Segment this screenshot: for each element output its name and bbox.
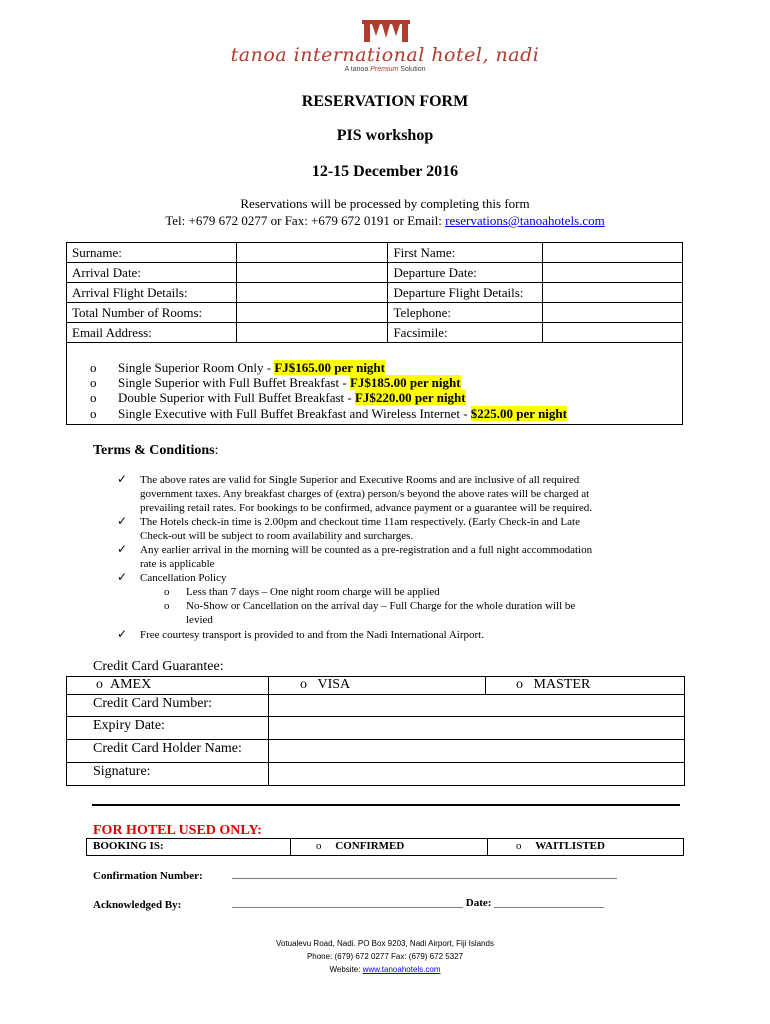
acknowledged-by-label: Acknowledged By:	[93, 899, 182, 911]
form-title: RESERVATION FORM	[301, 93, 469, 110]
card-number-label: Credit Card Number:	[93, 696, 212, 711]
confirmed-option[interactable]: o CONFIRMED	[316, 840, 405, 852]
credit-card-heading: Credit Card Guarantee:	[93, 659, 224, 674]
terms-line: prevailing retail rates. For bookings to be confirmed, advance payment or a guarantee will be required.	[140, 502, 593, 514]
field-label: Arrival Date:	[67, 263, 237, 283]
event-dates: 12-15 December 2016	[311, 163, 459, 180]
checkmark-icon: ✓	[117, 514, 128, 528]
terms-line: Less than 7 days – One night room charge will be applied	[186, 586, 440, 598]
expiry-field[interactable]	[269, 717, 684, 738]
footer-address: Votualevu Road, Nadi. PO Box 9203, Nadi Airport, Fiji Islands	[276, 939, 494, 948]
contact-line: Tel: +679 672 0277 or Fax: +679 672 0191 or Email: reservations@tanoahotels.com	[165, 213, 605, 228]
checkmark-icon: ✓	[117, 627, 128, 641]
field-label: Departure Flight Details:	[388, 283, 543, 303]
room-option-single-superior-breakfast[interactable]: o Single Superior with Full Buffet Breakfast - FJ$185.00 per night	[90, 375, 461, 390]
room-option-single-superior[interactable]: o Single Superior Room Only - FJ$165.00 per night	[90, 360, 385, 375]
field-label: Surname:	[67, 243, 237, 263]
terms-line: The Hotels check-in time is 2.00pm and checkout time 11am respectively. (Early Check-in and Late	[140, 516, 580, 528]
terms-line: levied	[186, 614, 213, 626]
hotel-logo-name: tanoa international hotel, nadi	[230, 44, 540, 66]
instruction-text: Reservations will be processed by completing this form	[240, 196, 530, 211]
terms-line: government taxes. Any breakfast charges of (extra) person/s beyond the above rates will be charged at	[140, 488, 590, 500]
amex-option[interactable]: o AMEX	[96, 677, 152, 692]
email-address-field[interactable]	[236, 323, 388, 343]
field-label: Facsimile:	[388, 323, 543, 343]
departure-date-field[interactable]	[543, 263, 683, 283]
hotel-logo-tagline: A tanoa Premium Solution	[344, 66, 426, 73]
section-divider	[92, 804, 680, 806]
arrival-date-field[interactable]	[236, 263, 388, 283]
email-link[interactable]: reservations@tanoahotels.com	[445, 213, 605, 228]
event-name: PIS workshop	[336, 127, 434, 144]
expiry-label: Expiry Date:	[93, 718, 165, 733]
table-row	[67, 263, 683, 283]
room-price: FJ$185.00 per night	[349, 375, 461, 390]
facsimile-field[interactable]	[543, 323, 683, 343]
field-label: Email Address:	[67, 323, 237, 343]
confirmation-number-label: Confirmation Number:	[93, 870, 203, 882]
field-label: Arrival Flight Details:	[67, 283, 237, 303]
table-row	[67, 323, 683, 343]
room-option-single-executive[interactable]: o Single Executive with Full Buffet Breakfast and Wireless Internet - $225.00 per night	[90, 406, 567, 421]
website-link[interactable]: www.tanoahotels.com	[362, 965, 441, 974]
master-option[interactable]: o MASTER	[516, 677, 591, 692]
field-label: Total Number of Rooms:	[67, 303, 237, 323]
room-price: $225.00 per night	[470, 406, 567, 421]
guest-details-table	[66, 242, 683, 343]
surname-field[interactable]	[236, 243, 388, 263]
rooms-count-field[interactable]	[236, 303, 388, 323]
holder-name-field[interactable]	[269, 740, 684, 761]
booking-label: BOOKING IS:	[93, 840, 164, 852]
checkmark-icon: ✓	[117, 542, 128, 556]
table-row	[67, 243, 683, 263]
holder-label: Credit Card Holder Name:	[93, 741, 242, 756]
footer-phone: Phone: (679) 672 0277 Fax: (679) 672 5327	[306, 952, 464, 961]
acknowledged-by-field[interactable]: __________________________________________ Date: ____________________	[232, 897, 605, 909]
signature-field[interactable]	[269, 763, 684, 785]
table-row	[67, 283, 683, 303]
hotel-logo-icon	[362, 20, 410, 44]
checkmark-icon: ✓	[117, 570, 128, 584]
table-row	[67, 303, 683, 323]
departure-flight-field[interactable]	[543, 283, 683, 303]
sub-bullet: o	[164, 586, 170, 598]
terms-line: The above rates are valid for Single Superior and Executive Rooms and are inclusive of all required	[140, 474, 580, 486]
arrival-flight-field[interactable]	[236, 283, 388, 303]
footer-website: Website: www.tanoahotels.com	[329, 965, 441, 974]
terms-line: Check-out will be subject to room availability and surcharges.	[140, 530, 414, 542]
date-field: ____________________	[494, 897, 605, 909]
confirmation-number-field[interactable]: ______________________________________________________________________	[232, 868, 617, 880]
room-option-double-superior-breakfast[interactable]: o Double Superior with Full Buffet Breakfast - FJ$220.00 per night	[90, 390, 466, 405]
terms-line: rate is applicable	[140, 558, 215, 570]
terms-line: Free courtesy transport is provided to and from the Nadi International Airport.	[140, 629, 484, 641]
card-number-field[interactable]	[269, 695, 684, 715]
room-price: FJ$165.00 per night	[274, 360, 385, 375]
telephone-field[interactable]	[543, 303, 683, 323]
hotel-use-heading: FOR HOTEL USED ONLY:	[93, 823, 262, 838]
terms-line: Any earlier arrival in the morning will be counted as a pre-registration and a full night accommodation	[140, 544, 593, 556]
field-label: Telephone:	[388, 303, 543, 323]
signature-label: Signature:	[93, 764, 151, 779]
checkmark-icon: ✓	[117, 472, 128, 486]
room-price: FJ$220.00 per night	[354, 390, 466, 405]
terms-line: No-Show or Cancellation on the arrival day – Full Charge for the whole duration will be	[186, 600, 576, 612]
first-name-field[interactable]	[543, 243, 683, 263]
field-label: Departure Date:	[388, 263, 543, 283]
sub-bullet: o	[164, 600, 170, 612]
waitlisted-option[interactable]: o WAITLISTED	[516, 840, 605, 852]
terms-line: Cancellation Policy	[140, 572, 227, 584]
field-label: First Name:	[388, 243, 543, 263]
visa-option[interactable]: o VISA	[300, 677, 351, 692]
terms-heading: Terms & Conditions:	[93, 443, 219, 458]
